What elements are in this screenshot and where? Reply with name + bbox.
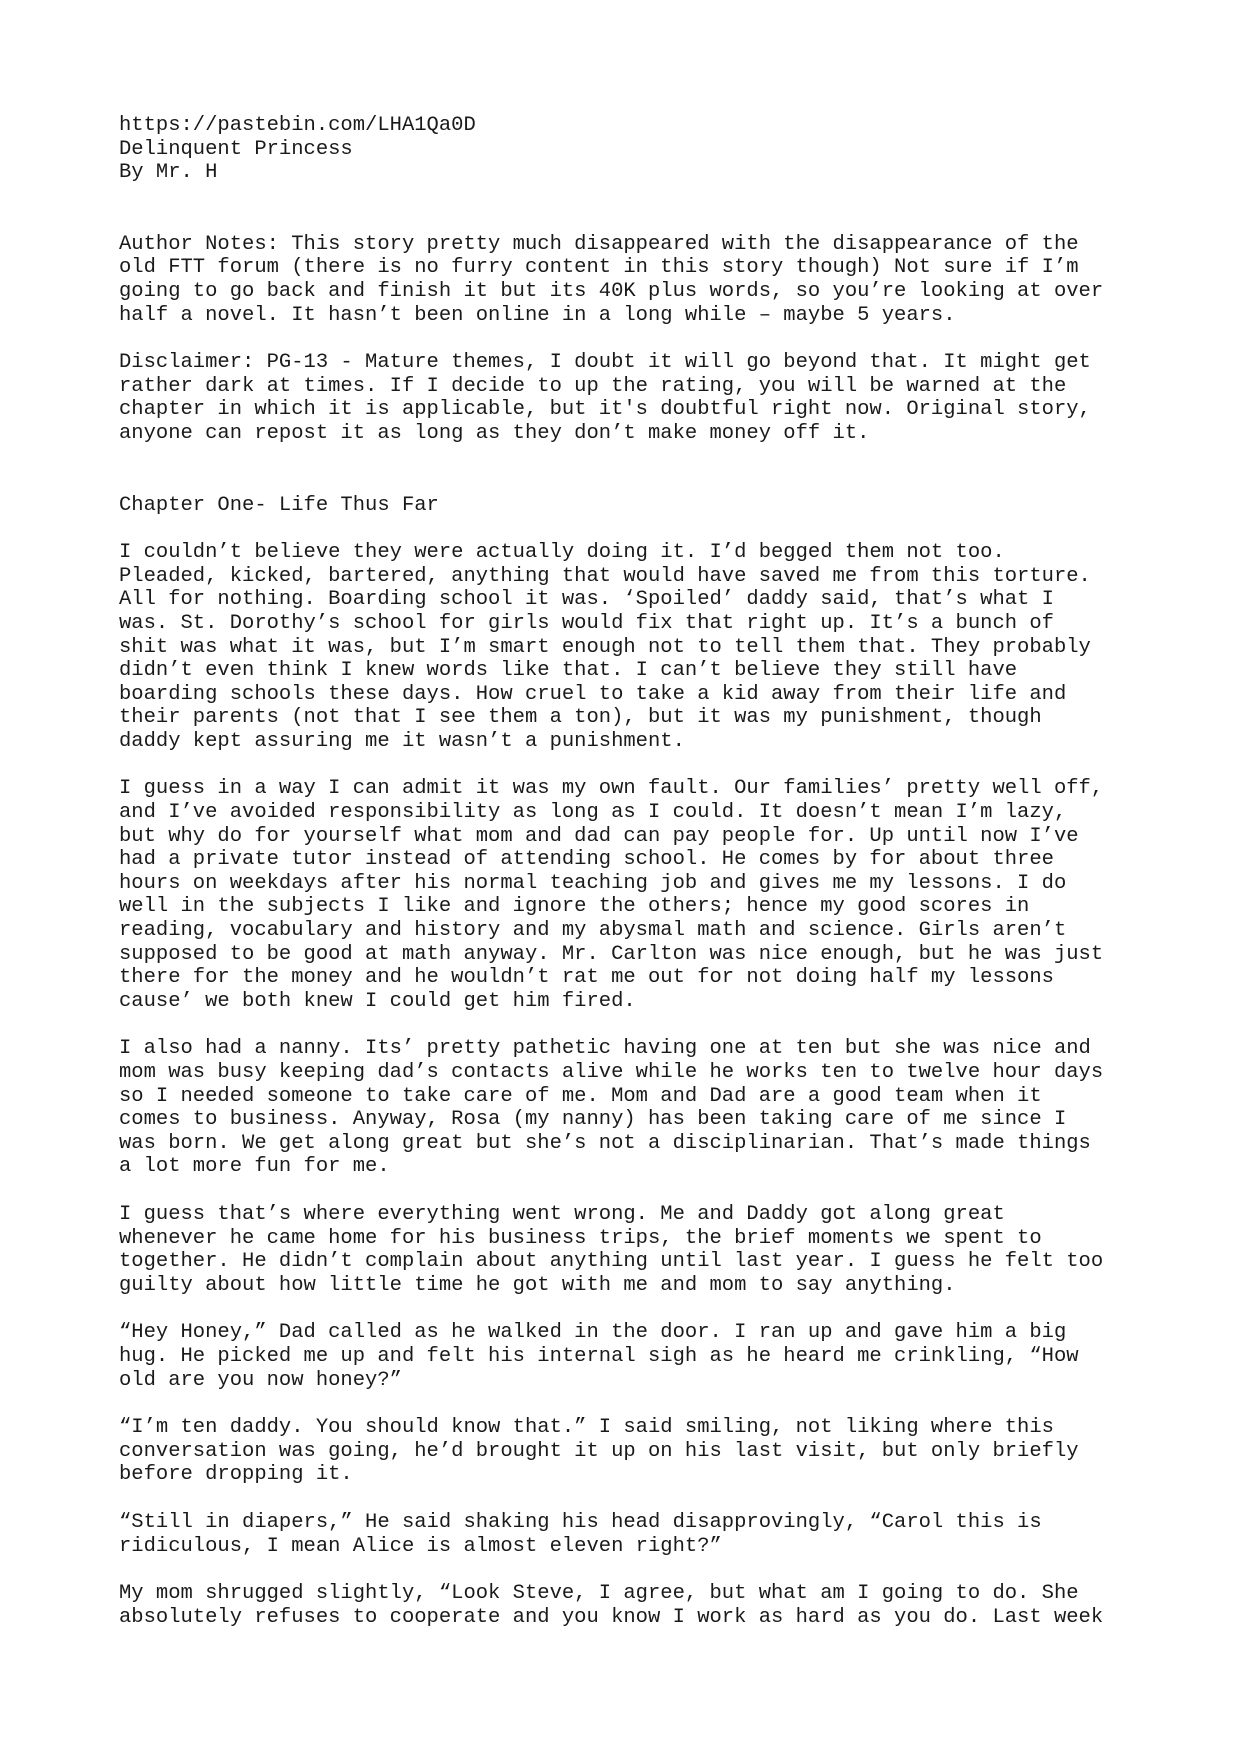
document-page bbox=[119, 114, 1129, 1629]
story-paragraph bbox=[119, 1416, 1129, 1487]
paragraph-line: absolutely refuses to cooperate and you know I work as hard as you do. Last week bbox=[119, 1605, 1104, 1629]
paragraph-line: hours on weekdays after his normal teaching job and gives me my lessons. I do bbox=[119, 871, 1067, 895]
story-paragraph bbox=[119, 777, 1129, 1013]
paragraph-line: mom was busy keeping dad’s contacts alive while he works ten to twelve hour days bbox=[119, 1061, 1104, 1084]
story-title: Delinquent Princess bbox=[119, 137, 353, 161]
paragraph-line: before dropping it. bbox=[119, 1463, 353, 1487]
paragraph-line: their parents (not that I see them a ton), but it was my punishment, though bbox=[119, 706, 1042, 730]
disclaimer-line: chapter in which it is applicable, but it's doubtful right now. Original story, bbox=[119, 398, 1091, 422]
paragraph-line: whenever he came home for his business trips, the brief moments we spent to bbox=[119, 1226, 1042, 1250]
story-paragraph bbox=[119, 1203, 1129, 1297]
author-notes-line: half a novel. It hasn’t been online in a long while – maybe 5 years. bbox=[119, 303, 956, 327]
author-notes-line: Author Notes: This story pretty much disappeared with the disappearance of the bbox=[119, 232, 1079, 256]
paragraph-line: cause’ we both knew I could get him fired. bbox=[119, 989, 636, 1013]
paragraph-line: daddy kept assuring me it wasn’t a punishment. bbox=[119, 729, 685, 753]
disclaimer bbox=[119, 351, 1129, 445]
header-block bbox=[119, 114, 1129, 185]
paragraph-line: comes to business. Anyway, Rosa (my nanny) has been taking care of me since I bbox=[119, 1108, 1067, 1132]
paragraph-line: but why do for yourself what mom and dad can pay people for. Up until now I’ve bbox=[119, 824, 1079, 848]
paragraph-line: I guess that’s where everything went wrong. Me and Daddy got along great bbox=[119, 1202, 1005, 1226]
author-notes bbox=[119, 233, 1129, 327]
paragraph-line: guilty about how little time he got with me and mom to say anything. bbox=[119, 1273, 956, 1297]
story-byline: By Mr. H bbox=[119, 161, 218, 185]
paragraph-line: boarding schools these days. How cruel to take a kid away from their life and bbox=[119, 682, 1067, 706]
paragraph-line: “Still in diapers,” He said shaking his head disapprovingly, “Carol this is bbox=[119, 1510, 1042, 1534]
story-paragraph bbox=[119, 1321, 1129, 1392]
paragraph-line: well in the subjects I like and ignore the others; hence my good scores in bbox=[119, 895, 1030, 919]
paragraph-line: “Hey Honey,” Dad called as he walked in the door. I ran up and gave him a big bbox=[119, 1321, 1067, 1345]
disclaimer-line: anyone can repost it as long as they don’t make money off it. bbox=[119, 421, 870, 445]
author-notes-line: old FTT forum (there is no furry content in this story though) Not sure if I’m bbox=[119, 256, 1079, 280]
paragraph-line: there for the money and he wouldn’t rat me out for not doing half my lessons bbox=[119, 966, 1054, 990]
disclaimer-line: Disclaimer: PG-13 - Mature themes, I doubt it will go beyond that. It might get bbox=[119, 351, 1091, 375]
paragraph-line: ridiculous, I mean Alice is almost eleven right?” bbox=[119, 1534, 722, 1558]
paragraph-line: My mom shrugged slightly, “Look Steve, I agree, but what am I going to do. She bbox=[119, 1582, 1079, 1606]
story-paragraph bbox=[119, 1582, 1129, 1629]
paragraph-line: supposed to be good at math anyway. Mr. Carlton was nice enough, but he was just bbox=[119, 942, 1104, 966]
paragraph-line: was. St. Dorothy’s school for girls would fix that right up. It’s a bunch of bbox=[119, 611, 1054, 635]
paragraph-line: I guess in a way I can admit it was my own fault. Our families’ pretty well off, bbox=[119, 777, 1104, 801]
paragraph-line: together. He didn’t complain about anything until last year. I guess he felt too bbox=[119, 1250, 1104, 1274]
paragraph-line: had a private tutor instead of attending school. He comes by for about three bbox=[119, 848, 1054, 872]
paragraph-line: conversation was going, he’d brought it up on his last visit, but only briefly bbox=[119, 1439, 1079, 1463]
story-paragraph bbox=[119, 541, 1129, 753]
paragraph-line: and I’ve avoided responsibility as long as I could. It doesn’t mean I’m lazy, bbox=[119, 801, 1067, 825]
paragraph-line: I also had a nanny. Its’ pretty pathetic having one at ten but she was nice and bbox=[119, 1037, 1091, 1061]
chapter-title: Chapter One- Life Thus Far bbox=[119, 493, 439, 517]
paragraph-line: so I needed someone to take care of me. Mom and Dad are a good team when it bbox=[119, 1084, 1042, 1108]
paragraph-line: hug. He picked me up and felt his internal sigh as he heard me crinkling, “How bbox=[119, 1344, 1079, 1368]
story-body bbox=[119, 541, 1129, 1629]
story-paragraph bbox=[119, 1037, 1129, 1179]
paragraph-line: shit was what it was, but I’m smart enough not to tell them that. They probably bbox=[119, 635, 1091, 659]
paragraph-line: a lot more fun for me. bbox=[119, 1155, 390, 1179]
author-notes-line: going to go back and finish it but its 40K plus words, so you’re looking at over bbox=[119, 279, 1104, 303]
story-paragraph bbox=[119, 1511, 1129, 1558]
paragraph-line: Pleaded, kicked, bartered, anything that would have saved me from this torture. bbox=[119, 564, 1091, 588]
paragraph-line: reading, vocabulary and history and my abysmal math and science. Girls aren’t bbox=[119, 919, 1067, 943]
paragraph-line: was born. We get along great but she’s not a disciplinarian. That’s made things bbox=[119, 1131, 1091, 1155]
paragraph-line: didn’t even think I knew words like that. I can’t believe they still have bbox=[119, 659, 1018, 683]
source-url: https://pastebin.com/LHA1Qa0D bbox=[119, 114, 476, 137]
paragraph-line: old are you now honey?” bbox=[119, 1368, 402, 1392]
paragraph-line: I couldn’t believe they were actually doing it. I’d begged them not too. bbox=[119, 541, 1005, 565]
disclaimer-line: rather dark at times. If I decide to up the rating, you will be warned at the bbox=[119, 374, 1067, 398]
paragraph-line: “I’m ten daddy. You should know that.” I said smiling, not liking where this bbox=[119, 1416, 1054, 1440]
paragraph-line: All for nothing. Boarding school it was. ‘Spoiled’ daddy said, that’s what I bbox=[119, 588, 1054, 612]
